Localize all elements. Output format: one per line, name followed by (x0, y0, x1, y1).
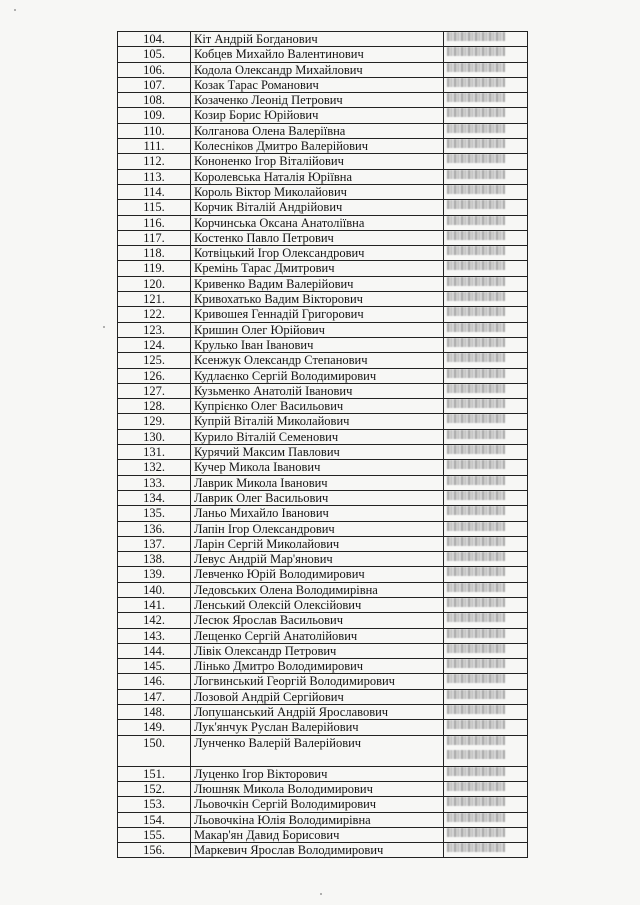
redacted-id-blur (447, 338, 505, 347)
redacted-id-cell (444, 812, 528, 827)
table-row (118, 613, 528, 628)
row-number: 109. (118, 108, 191, 123)
redacted-id-blur (447, 720, 505, 729)
table-row (118, 827, 528, 842)
redacted-id-blur (447, 750, 505, 759)
redacted-id-cell (444, 475, 528, 490)
redacted-id-cell (444, 215, 528, 230)
table-row (118, 689, 528, 704)
row-number: 144. (118, 643, 191, 658)
redacted-id-blur (447, 216, 505, 225)
full-name: Маркевич Ярослав Володимирович (191, 843, 444, 858)
redacted-id-blur (447, 139, 505, 148)
table-row (118, 154, 528, 169)
redacted-id-blur (447, 583, 505, 592)
table-row (118, 597, 528, 612)
full-name: Льовочкін Сергій Володимирович (191, 797, 444, 812)
full-name: Кононенко Ігор Віталійович (191, 154, 444, 169)
redacted-id-cell (444, 536, 528, 551)
redacted-id-cell (444, 353, 528, 368)
redacted-id-cell (444, 797, 528, 812)
scan-speck (320, 893, 322, 895)
full-name: Купрій Віталій Миколайович (191, 414, 444, 429)
redacted-id-blur (447, 476, 505, 485)
redacted-id-cell (444, 827, 528, 842)
row-number: 153. (118, 797, 191, 812)
row-number: 128. (118, 399, 191, 414)
table-row (118, 261, 528, 276)
table-row (118, 368, 528, 383)
row-number: 155. (118, 827, 191, 842)
full-name: Логвинський Георгій Володимирович (191, 674, 444, 689)
redacted-id-cell (444, 429, 528, 444)
row-number: 141. (118, 597, 191, 612)
redacted-id-cell (444, 445, 528, 460)
redacted-id-blur (447, 353, 505, 362)
table-row (118, 659, 528, 674)
redacted-id-cell (444, 246, 528, 261)
redacted-id-cell (444, 169, 528, 184)
redacted-id-blur (447, 552, 505, 561)
redacted-id-cell (444, 735, 528, 766)
full-name: Кремінь Тарас Дмитрович (191, 261, 444, 276)
full-name: Крулько Іван Іванович (191, 337, 444, 352)
full-name: Ларін Сергій Миколайович (191, 536, 444, 551)
redacted-id-blur (447, 47, 505, 56)
redacted-id-cell (444, 490, 528, 505)
table-row (118, 307, 528, 322)
row-number: 133. (118, 475, 191, 490)
full-name: Люшняк Микола Володимирович (191, 781, 444, 796)
table-row (118, 490, 528, 505)
redacted-id-cell (444, 292, 528, 307)
full-name: Лапін Ігор Олександрович (191, 521, 444, 536)
redacted-id-blur (447, 843, 505, 852)
row-number: 111. (118, 139, 191, 154)
redacted-id-cell (444, 521, 528, 536)
redacted-id-cell (444, 108, 528, 123)
redacted-id-blur (447, 108, 505, 117)
row-number: 150. (118, 735, 191, 766)
redacted-id-cell (444, 414, 528, 429)
full-name: Лук'янчук Руслан Валерійович (191, 720, 444, 735)
table-row (118, 536, 528, 551)
redacted-id-blur (447, 277, 505, 286)
redacted-id-blur (447, 185, 505, 194)
redacted-id-blur (447, 414, 505, 423)
table-row (118, 643, 528, 658)
table-row (118, 139, 528, 154)
full-name: Лопушанський Андрій Ярославович (191, 705, 444, 720)
table-row (118, 200, 528, 215)
scan-speck (14, 9, 16, 11)
full-name: Лівік Олександр Петрович (191, 643, 444, 658)
table-row (118, 77, 528, 92)
redacted-id-cell (444, 506, 528, 521)
table-row (118, 184, 528, 199)
redacted-id-cell (444, 93, 528, 108)
roster-body (118, 32, 528, 858)
row-number: 125. (118, 353, 191, 368)
redacted-id-blur (447, 154, 505, 163)
redacted-id-cell (444, 781, 528, 796)
redacted-id-blur (447, 430, 505, 439)
redacted-id-blur (447, 659, 505, 668)
full-name: Ленський Олексій Олексійович (191, 597, 444, 612)
row-number: 129. (118, 414, 191, 429)
full-name: Лаврик Олег Васильович (191, 490, 444, 505)
redacted-id-blur (447, 460, 505, 469)
row-number: 130. (118, 429, 191, 444)
redacted-id-blur (447, 124, 505, 133)
row-number: 135. (118, 506, 191, 521)
redacted-id-cell (444, 689, 528, 704)
full-name: Котвіцький Ігор Олександрович (191, 246, 444, 261)
table-row (118, 276, 528, 291)
row-number: 154. (118, 812, 191, 827)
redacted-id-blur (447, 629, 505, 638)
redacted-id-blur (447, 567, 505, 576)
full-name: Курячий Максим Павлович (191, 445, 444, 460)
table-row (118, 169, 528, 184)
redacted-id-cell (444, 368, 528, 383)
redacted-id-blur (447, 767, 505, 776)
redacted-id-blur (447, 705, 505, 714)
full-name: Колганова Олена Валеріївна (191, 123, 444, 138)
row-number: 114. (118, 184, 191, 199)
redacted-id-cell (444, 399, 528, 414)
row-number: 117. (118, 230, 191, 245)
table-row (118, 460, 528, 475)
redacted-id-cell (444, 184, 528, 199)
table-row (118, 582, 528, 597)
row-number: 116. (118, 215, 191, 230)
redacted-id-blur (447, 200, 505, 209)
row-number: 132. (118, 460, 191, 475)
row-number: 145. (118, 659, 191, 674)
redacted-id-blur (447, 231, 505, 240)
redacted-id-blur (447, 813, 505, 822)
row-number: 152. (118, 781, 191, 796)
table-row (118, 567, 528, 582)
redacted-id-blur (447, 261, 505, 270)
row-number: 122. (118, 307, 191, 322)
table-row (118, 215, 528, 230)
redacted-id-cell (444, 383, 528, 398)
table-row (118, 506, 528, 521)
full-name: Левченко Юрій Володимирович (191, 567, 444, 582)
row-number: 112. (118, 154, 191, 169)
redacted-id-blur (447, 797, 505, 806)
redacted-id-cell (444, 230, 528, 245)
redacted-id-blur (447, 32, 505, 41)
redacted-id-cell (444, 674, 528, 689)
row-number: 120. (118, 276, 191, 291)
row-number: 115. (118, 200, 191, 215)
redacted-id-cell (444, 261, 528, 276)
full-name: Ксенжук Олександр Степанович (191, 353, 444, 368)
redacted-id-blur (447, 93, 505, 102)
redacted-id-blur (447, 736, 505, 745)
redacted-id-blur (447, 323, 505, 332)
row-number: 106. (118, 62, 191, 77)
full-name: Кузьменко Анатолій Іванович (191, 383, 444, 398)
redacted-id-blur (447, 522, 505, 531)
full-name: Корчик Віталій Андрійович (191, 200, 444, 215)
redacted-id-cell (444, 659, 528, 674)
full-name: Кришин Олег Юрійович (191, 322, 444, 337)
full-name: Королевська Наталія Юріївна (191, 169, 444, 184)
table-row (118, 766, 528, 781)
table-row (118, 32, 528, 47)
redacted-id-blur (447, 63, 505, 72)
row-number: 151. (118, 766, 191, 781)
row-number: 113. (118, 169, 191, 184)
full-name: Корчинська Оксана Анатоліївна (191, 215, 444, 230)
table-row (118, 108, 528, 123)
row-number: 108. (118, 93, 191, 108)
table-row (118, 62, 528, 77)
table-row (118, 552, 528, 567)
full-name: Луценко Ігор Вікторович (191, 766, 444, 781)
table-row (118, 521, 528, 536)
table-row (118, 445, 528, 460)
row-number: 123. (118, 322, 191, 337)
redacted-id-blur (447, 598, 505, 607)
redacted-id-cell (444, 597, 528, 612)
table-row (118, 705, 528, 720)
redacted-id-cell (444, 123, 528, 138)
table-row (118, 843, 528, 858)
table-row (118, 797, 528, 812)
table-row (118, 414, 528, 429)
row-number: 134. (118, 490, 191, 505)
full-name: Купрієнко Олег Васильович (191, 399, 444, 414)
redacted-id-blur (447, 537, 505, 546)
full-name: Козаченко Леонід Петрович (191, 93, 444, 108)
redacted-id-blur (447, 369, 505, 378)
row-number: 139. (118, 567, 191, 582)
row-number: 118. (118, 246, 191, 261)
redacted-id-cell (444, 276, 528, 291)
full-name: Козир Борис Юрійович (191, 108, 444, 123)
full-name: Ланьо Михайло Іванович (191, 506, 444, 521)
redacted-id-blur (447, 292, 505, 301)
full-name: Колесніков Дмитро Валерійович (191, 139, 444, 154)
redacted-id-cell (444, 32, 528, 47)
row-number: 119. (118, 261, 191, 276)
table-row (118, 628, 528, 643)
redacted-id-blur (447, 399, 505, 408)
redacted-id-blur (447, 384, 505, 393)
table-row (118, 246, 528, 261)
row-number: 156. (118, 843, 191, 858)
full-name: Костенко Павло Петрович (191, 230, 444, 245)
redacted-id-cell (444, 843, 528, 858)
redacted-id-cell (444, 77, 528, 92)
row-number: 136. (118, 521, 191, 536)
row-number: 138. (118, 552, 191, 567)
table-row (118, 123, 528, 138)
table-row (118, 781, 528, 796)
redacted-id-cell (444, 307, 528, 322)
redacted-id-cell (444, 62, 528, 77)
full-name: Кривенко Вадим Валерійович (191, 276, 444, 291)
deputy-roster-table (117, 31, 528, 858)
full-name: Лещенко Сергій Анатолійович (191, 628, 444, 643)
full-name: Кудлаєнко Сергій Володимирович (191, 368, 444, 383)
full-name: Кодола Олександр Михайлович (191, 62, 444, 77)
redacted-id-cell (444, 139, 528, 154)
redacted-id-cell (444, 47, 528, 62)
redacted-id-blur (447, 307, 505, 316)
row-number: 142. (118, 613, 191, 628)
table-row (118, 322, 528, 337)
table-row (118, 383, 528, 398)
full-name: Кучер Микола Іванович (191, 460, 444, 475)
row-number: 126. (118, 368, 191, 383)
redacted-id-blur (447, 445, 505, 454)
redacted-id-blur (447, 491, 505, 500)
row-number: 137. (118, 536, 191, 551)
row-number: 110. (118, 123, 191, 138)
row-number: 121. (118, 292, 191, 307)
table-row (118, 475, 528, 490)
redacted-id-blur (447, 78, 505, 87)
redacted-id-cell (444, 613, 528, 628)
full-name: Лінько Дмитро Володимирович (191, 659, 444, 674)
redacted-id-blur (447, 782, 505, 791)
redacted-id-blur (447, 170, 505, 179)
table-row (118, 337, 528, 352)
row-number: 127. (118, 383, 191, 398)
full-name: Левус Андрій Мар'янович (191, 552, 444, 567)
scan-speck (103, 326, 105, 328)
row-number: 140. (118, 582, 191, 597)
redacted-id-cell (444, 720, 528, 735)
redacted-id-blur (447, 246, 505, 255)
redacted-id-cell (444, 200, 528, 215)
redacted-id-blur (447, 644, 505, 653)
redacted-id-cell (444, 766, 528, 781)
table-row (118, 230, 528, 245)
row-number: 148. (118, 705, 191, 720)
full-name: Кіт Андрій Богданович (191, 32, 444, 47)
full-name: Лесюк Ярослав Васильович (191, 613, 444, 628)
row-number: 143. (118, 628, 191, 643)
full-name: Кривошея Геннадій Григорович (191, 307, 444, 322)
table-row (118, 720, 528, 735)
row-number: 149. (118, 720, 191, 735)
full-name: Курило Віталій Семенович (191, 429, 444, 444)
full-name: Льовочкіна Юлія Володимирівна (191, 812, 444, 827)
table-row (118, 353, 528, 368)
redacted-id-blur (447, 613, 505, 622)
full-name: Кобцев Михайло Валентинович (191, 47, 444, 62)
redacted-id-cell (444, 582, 528, 597)
full-name: Макар'ян Давид Борисович (191, 827, 444, 842)
full-name: Козак Тарас Романович (191, 77, 444, 92)
redacted-id-cell (444, 322, 528, 337)
table-row (118, 429, 528, 444)
row-number: 107. (118, 77, 191, 92)
row-number: 124. (118, 337, 191, 352)
row-number: 105. (118, 47, 191, 62)
row-number: 147. (118, 689, 191, 704)
row-number: 104. (118, 32, 191, 47)
table-row (118, 674, 528, 689)
redacted-id-cell (444, 460, 528, 475)
redacted-id-blur (447, 506, 505, 515)
table-row (118, 93, 528, 108)
table-row (118, 292, 528, 307)
table-row (118, 399, 528, 414)
full-name: Лозовой Андрій Сергійович (191, 689, 444, 704)
redacted-id-cell (444, 628, 528, 643)
table-row (118, 47, 528, 62)
redacted-id-cell (444, 552, 528, 567)
row-number: 146. (118, 674, 191, 689)
table-row (118, 735, 528, 766)
full-name: Король Віктор Миколайович (191, 184, 444, 199)
redacted-id-cell (444, 154, 528, 169)
redacted-id-cell (444, 567, 528, 582)
table-row (118, 812, 528, 827)
redacted-id-cell (444, 705, 528, 720)
full-name: Лаврик Микола Іванович (191, 475, 444, 490)
full-name: Кривохатько Вадим Вікторович (191, 292, 444, 307)
redacted-id-cell (444, 643, 528, 658)
row-number: 131. (118, 445, 191, 460)
redacted-id-blur (447, 674, 505, 683)
redacted-id-blur (447, 690, 505, 699)
full-name: Ледовських Олена Володимирівна (191, 582, 444, 597)
redacted-id-blur (447, 828, 505, 837)
full-name: Лунченко Валерій Валерійович (191, 735, 444, 766)
redacted-id-cell (444, 337, 528, 352)
